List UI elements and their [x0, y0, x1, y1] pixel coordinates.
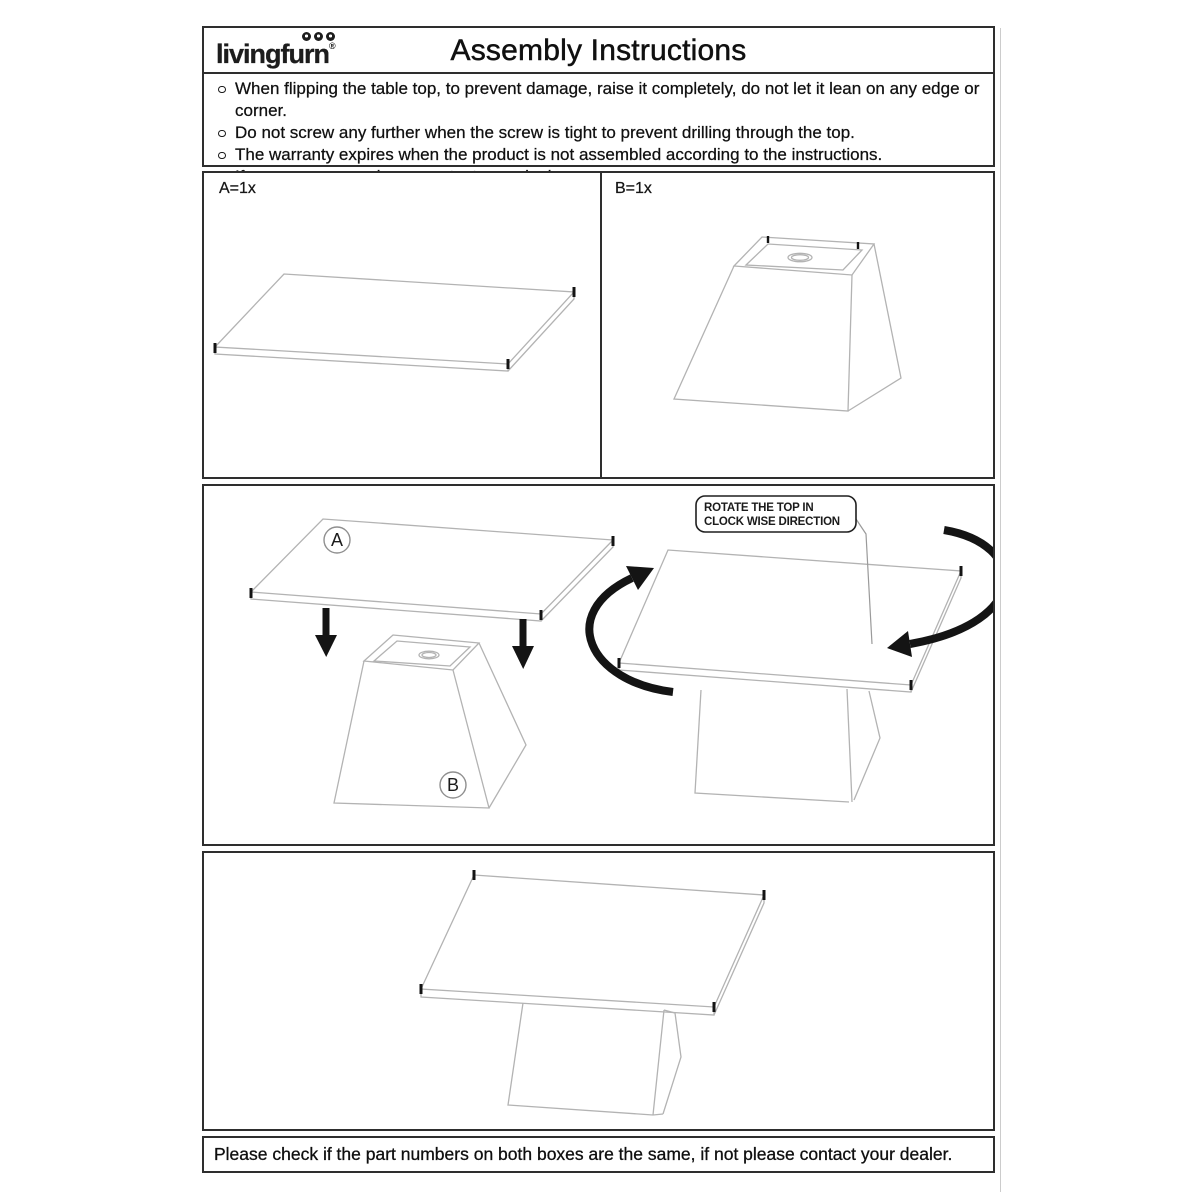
tabletop-outline	[215, 274, 574, 371]
footer-note	[202, 1136, 995, 1173]
part-b-badge-letter: B	[446, 775, 460, 795]
assembly-step-drawing	[204, 486, 993, 844]
footer-note-text: Please check if the part numbers on both boxes are the same, if not please contact your dealer.	[214, 1144, 953, 1164]
down-arrow-icon	[315, 608, 337, 657]
exploded-tabletop	[251, 519, 613, 621]
warnings-panel	[202, 72, 995, 167]
callout-line-2: CLOCK WISE DIRECTION	[704, 516, 840, 528]
warning-item: The warranty expires when the product is not assembled according to the instructions.	[204, 144, 987, 166]
header	[202, 26, 995, 74]
base-outline	[674, 236, 901, 411]
finished-table-panel	[202, 851, 995, 1131]
brand-logo	[216, 31, 336, 68]
page-title: Assembly Instructions	[450, 34, 747, 67]
finished-table-drawing	[204, 853, 993, 1129]
assembly-step-panel	[202, 484, 995, 846]
part-b-quantity-label: B=1x	[615, 180, 652, 197]
part-a-quantity-label: A=1x	[219, 180, 256, 197]
brand-wordmark: livingfurn	[216, 39, 329, 69]
parts-panel	[202, 171, 995, 479]
finished-table	[421, 870, 764, 1115]
part-a-tabletop-drawing	[204, 173, 993, 477]
scan-edge-line	[1000, 28, 1001, 1192]
callout-line-1: ROTATE THE TOP IN	[704, 502, 814, 514]
down-arrow-icon	[512, 619, 534, 669]
warning-item: Do not screw any further when the screw is tight to prevent drilling through the top.	[204, 122, 987, 144]
part-a-badge-letter: A	[330, 530, 344, 550]
assembled-table	[619, 550, 961, 802]
exploded-base	[334, 635, 526, 808]
warning-item: When flipping the table top, to prevent damage, raise it completely, do not let it lean on any edge or corner.	[204, 78, 987, 122]
registered-trademark: ®	[329, 41, 336, 51]
